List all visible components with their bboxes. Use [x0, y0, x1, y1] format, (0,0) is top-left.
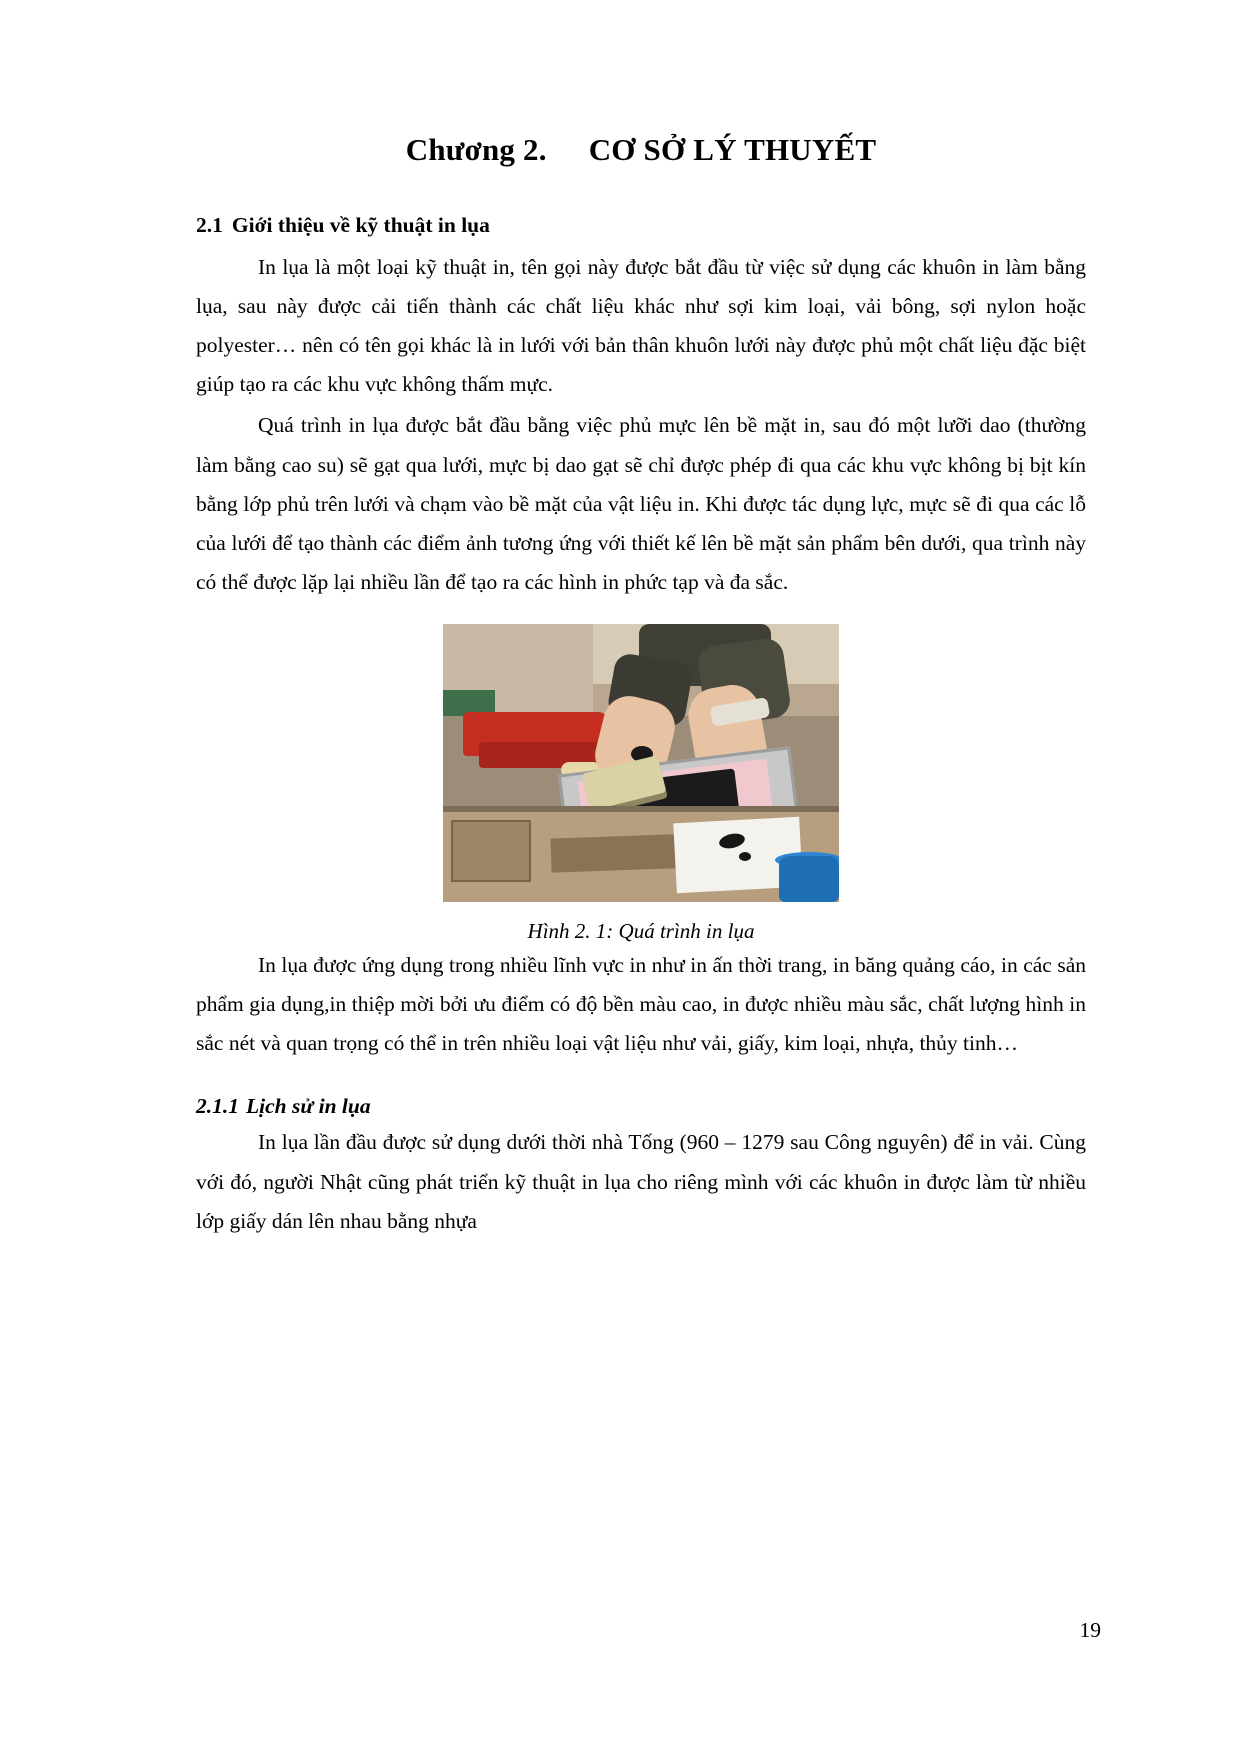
- paragraph-2: Quá trình in lụa được bắt đầu bằng việc phủ mực lên bề mặt in, sau đó một lưỡi dao (thường làm bằng cao su) sẽ gạt qua lưới, mực bị dao gạt sẽ chỉ được phép đi qua các khu vực không bị bịt kín bằng lớp phủ trên lưới và chạm vào bề mặt của vật liệu in. Khi được tác dụng lực, mực sẽ đi qua các lỗ của lưới để tạo thành các điểm ảnh tương ứng với thiết kế lên bề mặt sản phẩm bên dưới, qua trình này có thể được lặp lại nhiều lần để tạo ra các hình in phức tạp và đa sắc.: [196, 413, 1086, 594]
- figure-caption: Hình 2. 1: Quá trình in lụa: [527, 919, 755, 944]
- screen-printing-photo: [443, 624, 839, 902]
- chapter-title: [196, 128, 1086, 168]
- photo-shape-drawer: [451, 820, 531, 882]
- figure-block: [196, 624, 1086, 944]
- section-title: Giới thiệu về kỹ thuật in lụa: [231, 213, 490, 237]
- paragraph-1: In lụa là một loại kỹ thuật in, tên gọi này được bắt đầu từ việc sử dụng các khuôn in làm bằng lụa, sau này được cải tiến thành các chất liệu khác như sợi kim loại, vải bông, sợi nylon hoặc polyester… nên có tên gọi khác là in lưới với bản thân khuôn lưới này được phủ một chất liệu đặc biệt giúp tạo ra các khu vực không thấm mực.: [196, 254, 1086, 397]
- paragraph-3: In lụa được ứng dụng trong nhiều lĩnh vực in như in ấn thời trang, in băng quảng cáo, in các sản phẩm gia dụng,in thiệp mời bởi ưu điểm có độ bền màu cao, in được nhiều màu sắc, chất lượng hình in sắc nét và quan trọng có thể in trên nhiều loại vật liệu như vải, giấy, kim loại, nhựa, thủy tinh…: [196, 953, 1086, 1056]
- paragraph-4: In lụa lần đầu được sử dụng dưới thời nhà Tống (960 – 1279 sau Công nguyên) để in vải. Cùng với đó, người Nhật cũng phát triển kỹ thuật in lụa cho riêng mình với các khuôn in được làm từ nhiều lớp giấy dán lên nhau bằng nhựa: [196, 1130, 1086, 1233]
- subsection-heading-2-1-1: [196, 1093, 1086, 1121]
- subsection-title: Lịch sử in lụa: [246, 1094, 371, 1119]
- chapter-number: Chương 2.: [405, 132, 547, 167]
- photo-shape-ink-blob-small: [739, 852, 751, 861]
- section-number: 2.1: [196, 213, 223, 237]
- subsection-number: 2.1.1: [196, 1094, 239, 1119]
- page-number: 19: [1079, 1618, 1101, 1642]
- section-heading-2-1: [196, 212, 1086, 240]
- photo-shape-blue-bucket: [779, 856, 839, 902]
- chapter-heading: CƠ SỞ LÝ THUYẾT: [588, 132, 877, 167]
- page-content: [196, 128, 1086, 1241]
